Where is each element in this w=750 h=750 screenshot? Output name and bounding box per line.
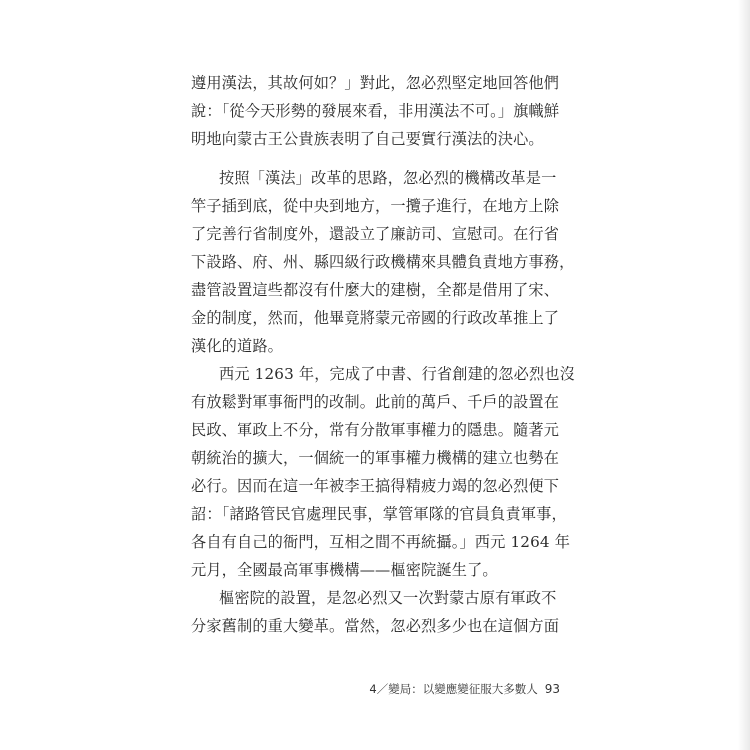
text-line: 西元 1263 年，完成了中書、行省創建的忽必烈也沒 — [219, 365, 575, 383]
text-line: 元月，全國最高軍事機構——樞密院誕生了。 — [191, 561, 498, 579]
text-line: 各自有自己的衙門，互相之間不再統攝。」西元 1264 年 — [191, 533, 571, 551]
running-head: 4／變局：以變應變征服大多數人 — [369, 682, 538, 696]
text-line: 必行。因而在這一年被李王搞得精疲力竭的忽必烈便下 — [191, 477, 560, 495]
text-line: 朝統治的擴大，一個統一的軍事權力機構的建立也勢在 — [191, 449, 560, 467]
page-footer — [360, 681, 560, 697]
text-line: 民政、軍政上不分，常有分散軍事權力的隱患。隨著元 — [191, 421, 560, 439]
page-number: 93 — [544, 682, 560, 696]
text-line: 按照「漢法」改革的思路，忽必烈的機構改革是一 — [219, 169, 557, 187]
text-line: 遵用漢法，其故何如？」對此，忽必烈堅定地回答他們 — [191, 74, 560, 92]
text-line: 詔：「諸路管民官處理民事，掌管軍隊的官員負責軍事， — [191, 505, 567, 523]
text-line: 盡管設置這些都沒有什麼大的建樹，全都是借用了宋、 — [191, 281, 560, 299]
text-line: 分家舊制的重大變革。當然，忽必烈多少也在這個方面 — [191, 617, 560, 635]
text-line: 下設路、府、州、縣四級行政機構來具體負責地方事務， — [191, 253, 575, 271]
text-line: 有放鬆對軍事衙門的改制。此前的萬戶、千戶的設置在 — [191, 393, 560, 411]
text-line: 了完善行省制度外，還設立了廉訪司、宣慰司。在行省 — [191, 225, 560, 243]
text-line: 說：「從今天形勢的發展來看，非用漢法不可。」旗幟鮮 — [191, 102, 560, 120]
text-line: 明地向蒙古王公貴族表明了自己要實行漢法的決心。 — [191, 130, 544, 148]
text-line: 金的制度，然而，他畢竟將蒙元帝國的行政改革推上了 — [191, 309, 560, 327]
page-edge-shadow — [738, 0, 750, 750]
text-line: 竿子插到底，從中央到地方，一攬子進行，在地方上除 — [191, 197, 560, 215]
text-line: 漢化的道路。 — [191, 337, 284, 355]
text-line: 樞密院的設置，是忽必烈又一次對蒙古原有軍政不 — [219, 589, 557, 607]
